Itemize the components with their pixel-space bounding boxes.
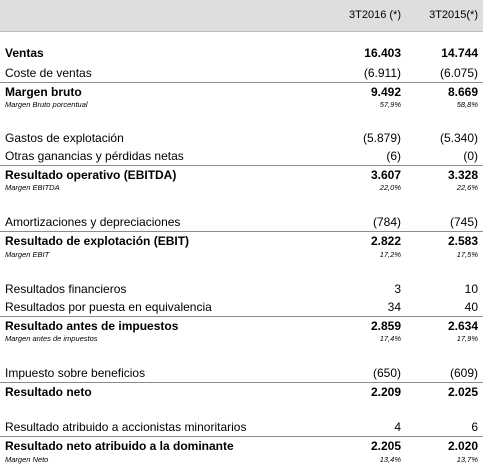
- row-label: Resultados financieros: [5, 282, 127, 296]
- value-3t2016: 13,4%: [379, 455, 401, 464]
- row-label: Resultados por puesta en equivalencia: [5, 300, 212, 314]
- row-label: Coste de ventas: [5, 66, 92, 80]
- value-3t2016: 22,0%: [379, 183, 401, 192]
- value-3t2016: (6): [386, 149, 401, 163]
- row-label: Ventas: [5, 46, 44, 60]
- value-3t2015: 2.025: [447, 385, 478, 399]
- row-label: Margen Neto: [5, 455, 49, 464]
- row-label: Gastos de explotación: [5, 131, 124, 145]
- row-divider: [0, 436, 483, 437]
- value-3t2015: (745): [449, 215, 478, 229]
- row-label: Otras ganancias y pérdidas netas: [5, 149, 184, 163]
- row-label: Margen EBITDA: [5, 183, 60, 192]
- value-3t2015: 2.583: [447, 234, 478, 248]
- value-3t2015: 17,5%: [456, 250, 478, 259]
- value-3t2015: (609): [449, 366, 478, 380]
- value-3t2015: 2.634: [447, 319, 478, 333]
- value-3t2016: (650): [372, 366, 401, 380]
- row-divider: [0, 231, 483, 232]
- value-3t2015: 2.020: [447, 439, 478, 453]
- value-3t2015: (5.340): [439, 131, 478, 145]
- value-3t2015: 10: [464, 282, 478, 296]
- row-divider: [0, 165, 483, 166]
- value-3t2016: 3.607: [370, 168, 401, 182]
- value-3t2016: (5.879): [362, 131, 401, 145]
- row-label: Margen Bruto porcentual: [5, 100, 88, 109]
- value-3t2016: 2.209: [370, 385, 401, 399]
- column-header-3t2016: 3T2016 (*): [349, 9, 401, 21]
- value-3t2015: 22,6%: [456, 183, 478, 192]
- value-3t2015: (0): [463, 149, 478, 163]
- row-label: Resultado neto atribuido a la dominante: [5, 439, 234, 453]
- row-label: Resultado neto: [5, 385, 92, 399]
- row-label: Resultado atribuido a accionistas minoritarios: [5, 420, 247, 434]
- value-3t2015: 58,8%: [456, 100, 478, 109]
- value-3t2016: 9.492: [370, 85, 401, 99]
- value-3t2015: 3.328: [447, 168, 478, 182]
- value-3t2015: 8.669: [447, 85, 478, 99]
- row-label: Resultado operativo (EBITDA): [5, 168, 177, 182]
- value-3t2016: 17,4%: [379, 334, 401, 343]
- value-3t2016: (6.911): [363, 66, 401, 80]
- value-3t2016: 17,2%: [379, 250, 401, 259]
- row-label: Resultado antes de impuestos: [5, 319, 179, 333]
- value-3t2015: 40: [464, 300, 478, 314]
- value-3t2016: 57,9%: [379, 100, 401, 109]
- value-3t2016: 16.403: [364, 46, 401, 60]
- header-divider: [0, 31, 483, 32]
- row-label: Margen antes de impuestos: [5, 334, 98, 343]
- value-3t2016: 3: [394, 282, 401, 296]
- row-label: Amortizaciones y depreciaciones: [5, 215, 181, 229]
- value-3t2015: 13,7%: [456, 455, 478, 464]
- value-3t2016: 2.859: [370, 319, 401, 333]
- value-3t2016: 34: [387, 300, 401, 314]
- column-header-3t2015: 3T2015(*): [429, 9, 478, 21]
- value-3t2016: (784): [372, 215, 401, 229]
- row-label: Impuesto sobre beneficios: [5, 366, 146, 380]
- row-label: Margen bruto: [5, 85, 82, 99]
- value-3t2016: 4: [394, 420, 401, 434]
- value-3t2016: 2.205: [370, 439, 401, 453]
- value-3t2015: (6.075): [439, 66, 478, 80]
- row-divider: [0, 316, 483, 317]
- value-3t2015: 14.744: [441, 46, 478, 60]
- row-label: Margen EBIT: [5, 250, 50, 259]
- value-3t2015: 6: [471, 420, 478, 434]
- row-divider: [0, 82, 483, 83]
- value-3t2015: 17,9%: [456, 334, 478, 343]
- row-label: Resultado de explotación (EBIT): [5, 234, 190, 248]
- row-divider: [0, 382, 483, 383]
- value-3t2016: 2.822: [370, 234, 401, 248]
